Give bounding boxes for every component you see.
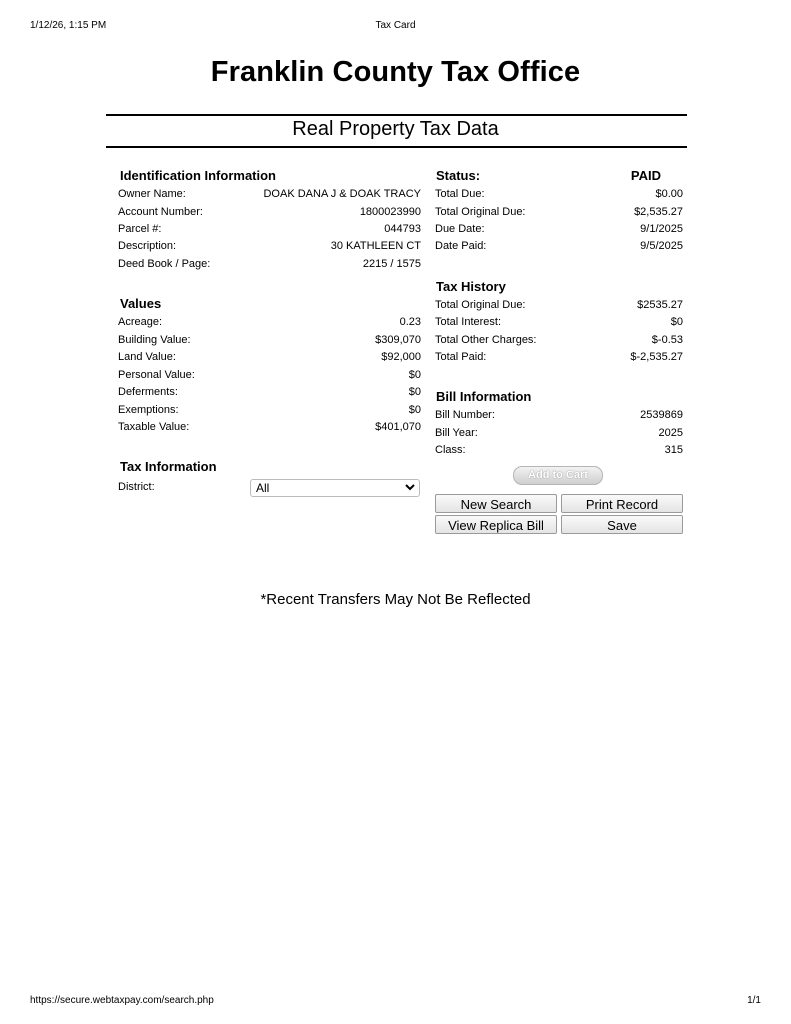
bill-year-value: 2025	[658, 427, 683, 439]
district-selected-value: All	[256, 481, 270, 495]
divider-top	[106, 114, 687, 116]
acreage-value: 0.23	[399, 316, 421, 328]
total-due-row	[435, 187, 683, 201]
building-value-label: Building Value:	[118, 334, 191, 346]
date-paid-value: 9/5/2025	[640, 240, 683, 252]
exemptions-row	[118, 403, 421, 417]
total-original-due-label: Total Original Due:	[435, 206, 526, 218]
taxable-value-row	[118, 420, 421, 434]
parcel-label: Parcel #:	[118, 223, 162, 235]
bill-year-row	[435, 426, 683, 440]
date-paid-label: Date Paid:	[435, 240, 487, 252]
class-row	[435, 443, 683, 457]
acreage-row	[118, 315, 421, 329]
history-other-charges-row	[435, 333, 683, 347]
exemptions-label: Exemptions:	[118, 404, 179, 416]
chevron-down-icon	[405, 483, 415, 494]
bill-number-value: 2539869	[640, 409, 683, 421]
total-due-label: Total Due:	[435, 188, 485, 200]
taxable-value-value: $401,070	[375, 421, 421, 433]
deed-book-value: 2215 / 1575	[362, 258, 421, 270]
acreage-label: Acreage:	[118, 316, 163, 328]
add-to-cart-button[interactable]: Add to Cart	[513, 466, 603, 485]
divider-bottom	[106, 146, 687, 148]
personal-value-label: Personal Value:	[118, 369, 195, 381]
total-due-value: $0.00	[655, 188, 683, 200]
district-label: District:	[118, 481, 155, 493]
identification-heading: Identification Information	[120, 168, 276, 183]
page-subtitle: Real Property Tax Data	[292, 118, 499, 140]
status-badge: PAID	[630, 168, 661, 183]
due-date-row	[435, 222, 683, 236]
description-value: 30 KATHLEEN CT	[330, 240, 421, 252]
deed-book-row	[118, 257, 421, 271]
disclaimer-note: *Recent Transfers May Not Be Reflected	[260, 591, 531, 608]
history-other-charges-value: $-0.53	[651, 334, 683, 346]
history-interest-label: Total Interest:	[435, 316, 502, 328]
building-value-value: $309,070	[375, 334, 421, 346]
personal-value-value: $0	[408, 369, 421, 381]
district-select[interactable]	[250, 479, 420, 497]
class-value: 315	[664, 444, 683, 456]
land-value-row	[118, 350, 421, 364]
total-original-due-value: $2,535.27	[634, 206, 683, 218]
history-total-paid-row	[435, 350, 683, 364]
deferments-row	[118, 385, 421, 399]
footer-url: https://secure.webtaxpay.com/search.php	[30, 995, 214, 1006]
land-value-value: $92,000	[381, 351, 421, 363]
save-button[interactable]: Save	[561, 515, 683, 534]
values-heading: Values	[120, 296, 162, 311]
view-replica-bill-button[interactable]: View Replica Bill	[435, 515, 557, 534]
account-number-label: Account Number:	[118, 206, 203, 218]
building-value-row	[118, 333, 421, 347]
parcel-row	[118, 222, 421, 236]
history-total-paid-label: Total Paid:	[435, 351, 487, 363]
status-header	[436, 168, 661, 183]
bill-year-label: Bill Year:	[435, 427, 478, 439]
tax-history-heading: Tax History	[436, 279, 506, 294]
bill-number-row	[435, 408, 683, 422]
date-paid-row	[435, 239, 683, 253]
class-label: Class:	[435, 444, 466, 456]
deferments-value: $0	[408, 386, 421, 398]
history-original-due-label: Total Original Due:	[435, 299, 526, 311]
due-date-value: 9/1/2025	[640, 223, 683, 235]
new-search-button[interactable]: New Search	[435, 494, 557, 513]
history-interest-value: $0	[670, 316, 683, 328]
personal-value-row	[118, 368, 421, 382]
parcel-value: 044793	[384, 223, 421, 235]
bill-information-heading: Bill Information	[436, 389, 532, 404]
bill-number-label: Bill Number:	[435, 409, 495, 421]
footer-page-number: 1/1	[747, 995, 761, 1006]
account-number-row	[118, 205, 421, 219]
taxable-value-label: Taxable Value:	[118, 421, 190, 433]
history-interest-row	[435, 315, 683, 329]
page-title: Franklin County Tax Office	[210, 56, 581, 88]
deed-book-label: Deed Book / Page:	[118, 258, 211, 270]
print-title: Tax Card	[375, 20, 416, 31]
land-value-label: Land Value:	[118, 351, 176, 363]
history-original-due-row	[435, 298, 683, 312]
due-date-label: Due Date:	[435, 223, 485, 235]
owner-name-label: Owner Name:	[118, 188, 186, 200]
history-total-paid-value: $-2,535.27	[630, 351, 683, 363]
account-number-value: 1800023990	[359, 206, 421, 218]
description-row	[118, 239, 421, 253]
owner-name-value: DOAK DANA J & DOAK TRACY	[263, 188, 421, 200]
total-original-due-row	[435, 205, 683, 219]
print-record-button[interactable]: Print Record	[561, 494, 683, 513]
status-heading: Status:	[436, 168, 481, 183]
history-other-charges-label: Total Other Charges:	[435, 334, 537, 346]
tax-information-heading: Tax Information	[120, 459, 217, 474]
print-date: 1/12/26, 1:15 PM	[30, 20, 107, 31]
owner-name-row	[118, 187, 421, 201]
history-original-due-value: $2535.27	[637, 299, 683, 311]
exemptions-value: $0	[408, 404, 421, 416]
description-label: Description:	[118, 240, 177, 252]
deferments-label: Deferments:	[118, 386, 178, 398]
